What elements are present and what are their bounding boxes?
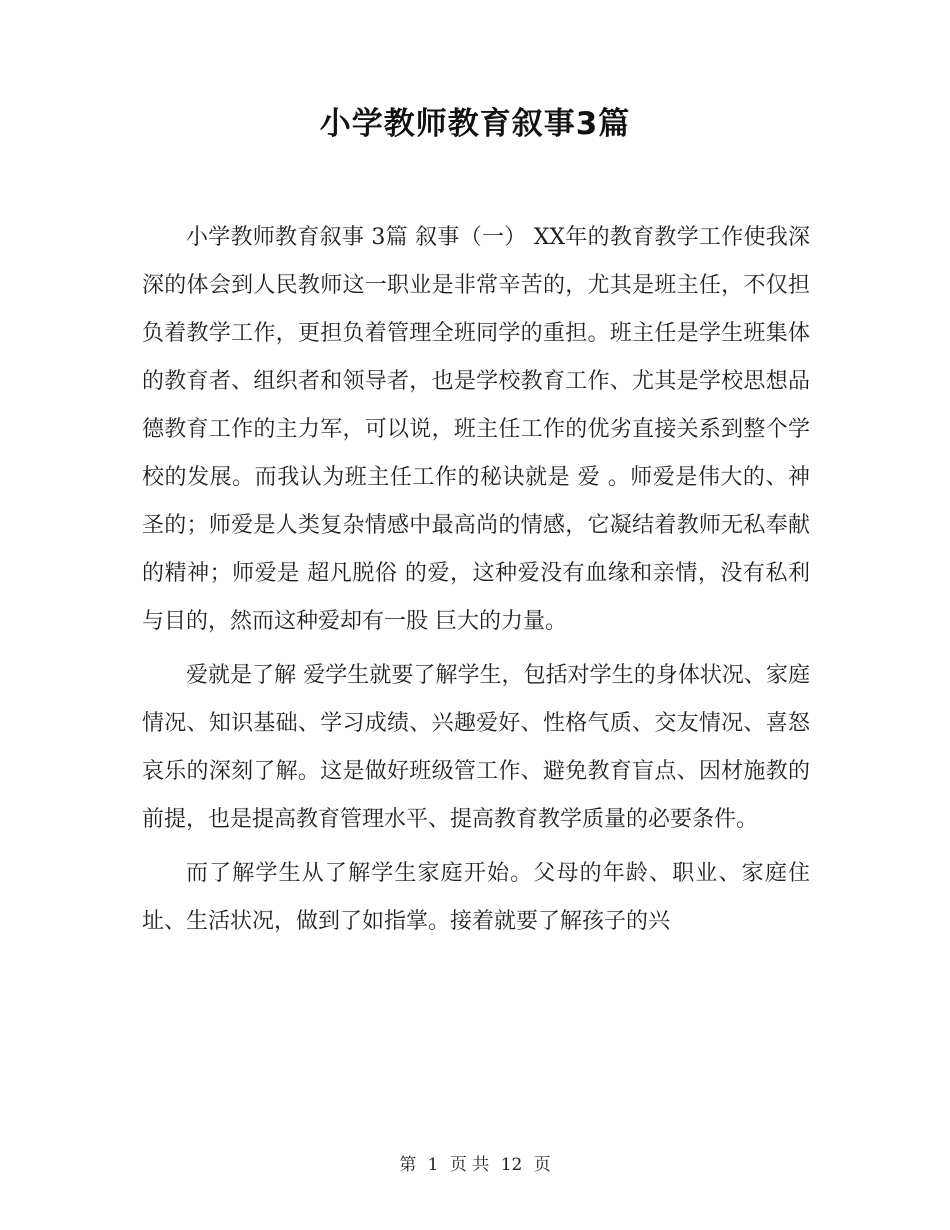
paragraph-2: 爱就是了解 爱学生就要了解学生，包括对学生的身体状况、家庭情况、知识基础、学习成绩、兴趣爱好、性格气质、交友情况、喜怒哀乐的深刻了解。这是做好班级管工作、避免教育盲点、因材施教的前提，也是提高教育管理水平、提高教育教学质量的必要条件。 (142, 663, 810, 832)
footer-total-pages: 12 (500, 1155, 523, 1175)
page-footer (0, 1150, 950, 1175)
footer-page-number: 1 (427, 1155, 439, 1175)
document-body (142, 214, 810, 952)
paragraph-1: 小学教师教育叙事 3篇 叙事（一） XX年的教育教学工作使我深深的体会到人民教师这一职业是非常辛苦的，尤其是班主任，不仅担负着教学工作，更担负着管理全班同学的重担。班主任是学生班集体的教育者、组织者和领导者，也是学校教育工作、尤其是学校思想品德教育工作的主力军，可以说，班主任工作的优劣直接关系到整个学校的发展。而我认为班主任工作的秘诀就是 爱 。师爱是伟大的、神圣的；师爱是人类复杂情感中最高尚的情感，它凝结着教师无私奉献的精神；师爱是 超凡脱俗 的爱，这种爱没有血缘和亲情，没有私利与目的，然而这种爱却有一股 巨大的力量。 (142, 225, 810, 634)
paragraph-3: 而了解学生从了解学生家庭开始。父母的年龄、职业、家庭住址、生活状况，做到了如指掌。接着就要了解孩子的兴 (142, 861, 810, 934)
footer-suffix: 页 (533, 1155, 551, 1175)
document-title: 小学教师教育叙事3篇 (319, 106, 631, 142)
footer-prefix: 第 (399, 1155, 417, 1175)
footer-middle: 页 共 (449, 1155, 490, 1175)
